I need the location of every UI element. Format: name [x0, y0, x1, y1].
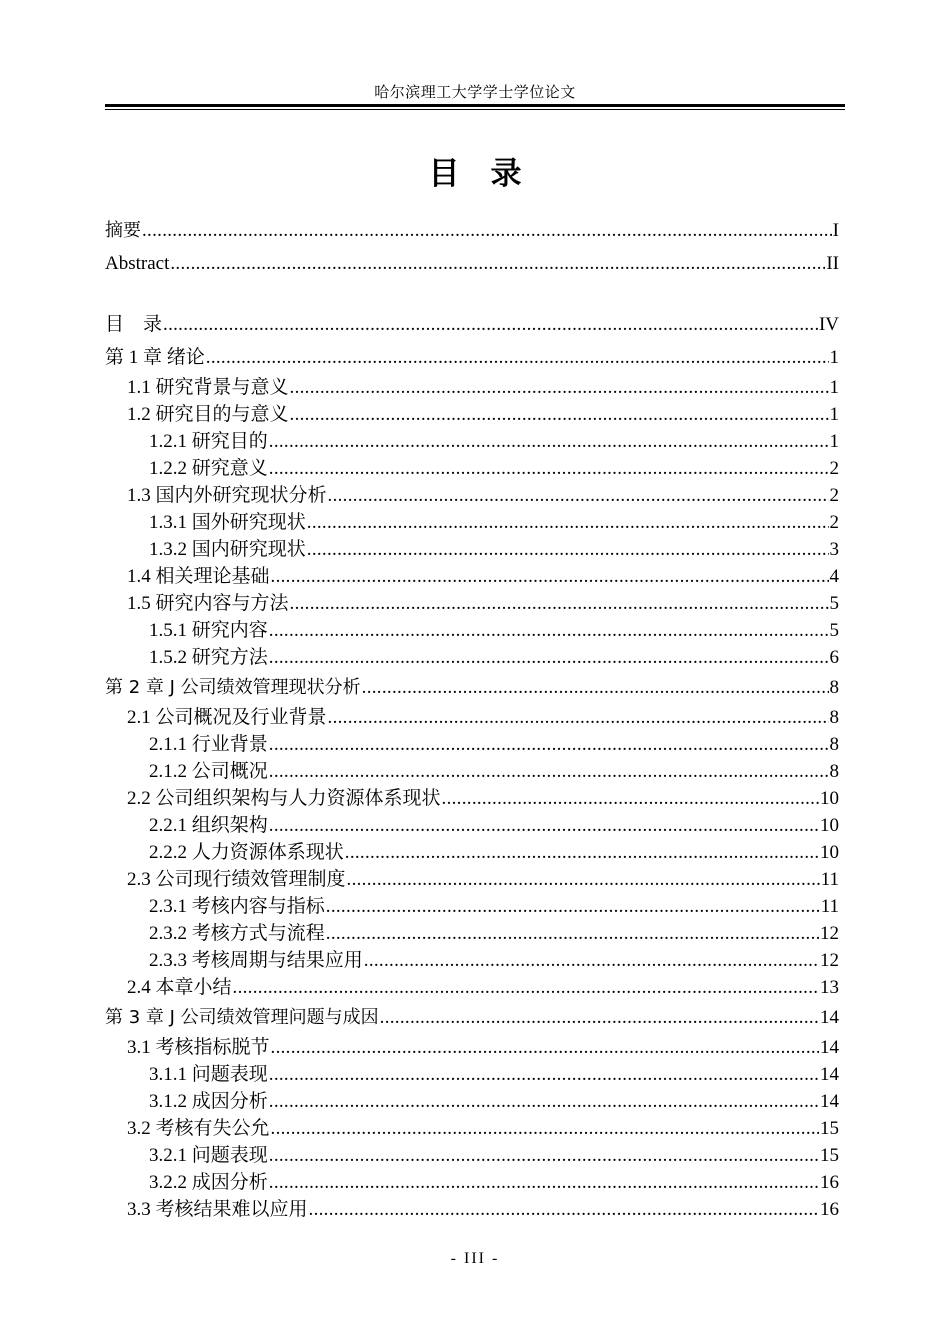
- toc-entry[interactable]: [105, 893, 839, 920]
- toc-leader-dots: [269, 1088, 819, 1115]
- toc-entry[interactable]: [105, 590, 839, 617]
- toc-entry[interactable]: [105, 674, 839, 701]
- toc-entry-label: 1.3.1 国外研究现状: [149, 512, 306, 533]
- toc-leader-dots: [326, 920, 819, 947]
- table-of-contents: [105, 0, 839, 1300]
- toc-entry-page: 2: [829, 485, 839, 506]
- toc-entry[interactable]: [105, 644, 839, 671]
- toc-entry[interactable]: [105, 563, 839, 590]
- toc-leader-dots: [269, 1142, 819, 1169]
- toc-entry-label: 3.2 考核有失公允: [127, 1118, 270, 1139]
- toc-entry-label: 2.3.2 考核方式与流程: [149, 923, 325, 944]
- toc-entry[interactable]: [105, 1034, 839, 1061]
- toc-entry-label: 3.2.2 成因分析: [149, 1172, 268, 1193]
- toc-entry-label: 目 录: [105, 314, 163, 335]
- toc-leader-dots: [328, 704, 829, 731]
- toc-entry-label: 1.3 国内外研究现状分析: [127, 485, 327, 506]
- toc-entry-page: 15: [820, 1118, 839, 1139]
- toc-leader-dots: [345, 839, 819, 866]
- toc-entry-page: II: [826, 253, 839, 274]
- toc-entry-page: 5: [829, 620, 839, 641]
- toc-entry-page: 14: [820, 1064, 839, 1085]
- toc-entry-label: 1.5.2 研究方法: [149, 647, 268, 668]
- toc-entry-page: 1: [829, 404, 839, 425]
- toc-entry-page: 10: [820, 788, 839, 809]
- toc-entry-label: 第 2 章 J 公司绩效管理现状分析: [105, 677, 361, 698]
- toc-entry-page: 8: [829, 734, 839, 755]
- toc-entry[interactable]: [105, 758, 839, 785]
- toc-leader-dots: [307, 536, 829, 563]
- toc-entry-label: 2.1.2 公司概况: [149, 761, 268, 782]
- toc-leader-dots: [170, 250, 825, 277]
- toc-entry-page: 12: [820, 950, 839, 971]
- toc-entry-label: 2.3.1 考核内容与指标: [149, 896, 325, 917]
- toc-leader-dots: [326, 893, 820, 920]
- toc-entry-page: 8: [829, 761, 839, 782]
- toc-entry-label: 2.3 公司现行绩效管理制度: [127, 869, 346, 890]
- toc-entry[interactable]: [105, 617, 839, 644]
- toc-leader-dots: [206, 344, 829, 371]
- toc-entry[interactable]: [105, 1142, 839, 1169]
- toc-leader-dots: [290, 401, 829, 428]
- toc-entry[interactable]: [105, 812, 839, 839]
- toc-entry-label: 2.1.1 行业背景: [149, 734, 268, 755]
- toc-entry-page: 16: [820, 1172, 839, 1193]
- toc-leader-dots: [307, 509, 829, 536]
- toc-leader-dots: [142, 217, 832, 244]
- toc-entry[interactable]: [105, 866, 839, 893]
- toc-leader-dots: [271, 563, 829, 590]
- toc-entry[interactable]: [105, 482, 839, 509]
- toc-entry-page: 3: [829, 539, 839, 560]
- toc-entry[interactable]: [105, 1061, 839, 1088]
- toc-leader-dots: [269, 644, 829, 671]
- toc-entry-page: 10: [820, 815, 839, 836]
- toc-entry-label: 1.1 研究背景与意义: [127, 377, 289, 398]
- toc-entry[interactable]: [105, 704, 839, 731]
- toc-entry[interactable]: [105, 217, 839, 244]
- toc-leader-dots: [269, 617, 829, 644]
- toc-entry-page: 13: [820, 977, 839, 998]
- toc-entry-label: 第 1 章 绪论: [105, 347, 205, 368]
- toc-leader-dots: [269, 455, 829, 482]
- toc-entry[interactable]: [105, 311, 839, 338]
- toc-entry-page: 16: [820, 1199, 839, 1220]
- toc-entry-page: 5: [829, 593, 839, 614]
- toc-entry-label: 1.2.1 研究目的: [149, 431, 268, 452]
- toc-entry-page: 10: [820, 842, 839, 863]
- toc-entry-page: 2: [829, 458, 839, 479]
- toc-leader-dots: [233, 974, 819, 1001]
- toc-entry-label: Abstract: [105, 253, 170, 274]
- toc-leader-dots: [269, 731, 829, 758]
- toc-entry[interactable]: [105, 1004, 839, 1031]
- toc-entry-page: 2: [829, 512, 839, 533]
- toc-entry-label: 3.1 考核指标脱节: [127, 1037, 270, 1058]
- toc-entry[interactable]: [105, 455, 839, 482]
- toc-entry-page: 4: [829, 566, 839, 587]
- toc-leader-dots: [269, 1061, 819, 1088]
- toc-entry-page: 8: [829, 707, 839, 728]
- toc-entry-label: 1.5.1 研究内容: [149, 620, 268, 641]
- toc-entry[interactable]: [105, 250, 839, 277]
- toc-leader-dots: [309, 1196, 819, 1223]
- toc-leader-dots: [269, 428, 829, 455]
- toc-leader-dots: [269, 758, 829, 785]
- toc-entry-label: 1.3.2 国内研究现状: [149, 539, 306, 560]
- toc-entry[interactable]: [105, 509, 839, 536]
- toc-entry-page: 11: [820, 896, 839, 917]
- toc-entry-label: 2.1 公司概况及行业背景: [127, 707, 327, 728]
- toc-leader-dots: [290, 590, 829, 617]
- toc-entry-page: 1: [829, 377, 839, 398]
- toc-entry-page: 6: [829, 647, 839, 668]
- toc-entry-label: 3.2.1 问题表现: [149, 1145, 268, 1166]
- toc-entry[interactable]: [105, 401, 839, 428]
- toc-entry[interactable]: [105, 947, 839, 974]
- toc-entry-label: 1.2.2 研究意义: [149, 458, 268, 479]
- toc-leader-dots: [362, 674, 829, 701]
- toc-entry[interactable]: [105, 920, 839, 947]
- toc-entry-page: 12: [820, 923, 839, 944]
- toc-entry[interactable]: [105, 1169, 839, 1196]
- toc-entry-label: 2.4 本章小结: [127, 977, 232, 998]
- toc-entry-label: 2.2.1 组织架构: [149, 815, 268, 836]
- toc-entry-label: 2.2 公司组织架构与人力资源体系现状: [127, 788, 441, 809]
- toc-entry-page: 14: [820, 1007, 839, 1028]
- toc-entry-page: 14: [820, 1091, 839, 1112]
- toc-leader-dots: [347, 866, 820, 893]
- toc-leader-dots: [269, 812, 819, 839]
- toc-entry-label: 2.3.3 考核周期与结果应用: [149, 950, 363, 971]
- toc-entry-label: 第 3 章 J 公司绩效管理问题与成因: [105, 1007, 379, 1028]
- toc-leader-dots: [163, 311, 818, 338]
- toc-entry-page: IV: [818, 314, 839, 335]
- toc-entry[interactable]: [105, 731, 839, 758]
- toc-entry-page: 15: [820, 1145, 839, 1166]
- toc-entry-label: 摘要: [105, 220, 141, 241]
- toc-entry-label: 3.1.1 问题表现: [149, 1064, 268, 1085]
- toc-entry-label: 1.2 研究目的与意义: [127, 404, 289, 425]
- toc-entry[interactable]: [105, 374, 839, 401]
- toc-entry-label: 1.5 研究内容与方法: [127, 593, 289, 614]
- toc-entry-page: 1: [829, 431, 839, 452]
- toc-leader-dots: [290, 374, 829, 401]
- toc-leader-dots: [364, 947, 819, 974]
- toc-title: 目 录: [428, 156, 522, 192]
- toc-entry[interactable]: [105, 344, 839, 371]
- toc-leader-dots: [271, 1034, 819, 1061]
- toc-entry-page: 1: [829, 347, 839, 368]
- toc-entry[interactable]: [105, 839, 839, 866]
- toc-entry-page: 8: [829, 677, 839, 698]
- toc-entry-label: 3.3 考核结果难以应用: [127, 1199, 308, 1220]
- toc-entry-page: 11: [820, 869, 839, 890]
- toc-leader-dots: [269, 1169, 819, 1196]
- toc-leader-dots: [271, 1115, 819, 1142]
- toc-entry[interactable]: [105, 536, 839, 563]
- toc-leader-dots: [380, 1004, 819, 1031]
- toc-leader-dots: [328, 482, 829, 509]
- toc-entry[interactable]: [105, 974, 839, 1001]
- toc-entry-label: 2.2.2 人力资源体系现状: [149, 842, 344, 863]
- toc-entry-page: 14: [820, 1037, 839, 1058]
- page-header: 哈尔滨理工大学学士学位论文: [374, 85, 576, 101]
- toc-entry[interactable]: [105, 1115, 839, 1142]
- toc-entry[interactable]: [105, 1196, 839, 1223]
- toc-entry-page: I: [832, 220, 839, 241]
- toc-entry-label: 3.1.2 成因分析: [149, 1091, 268, 1112]
- page-number: - III -: [450, 1250, 500, 1267]
- toc-entry[interactable]: [105, 1088, 839, 1115]
- toc-entry[interactable]: [105, 785, 839, 812]
- toc-leader-dots: [442, 785, 819, 812]
- toc-entry-label: 1.4 相关理论基础: [127, 566, 270, 587]
- toc-entry[interactable]: [105, 428, 839, 455]
